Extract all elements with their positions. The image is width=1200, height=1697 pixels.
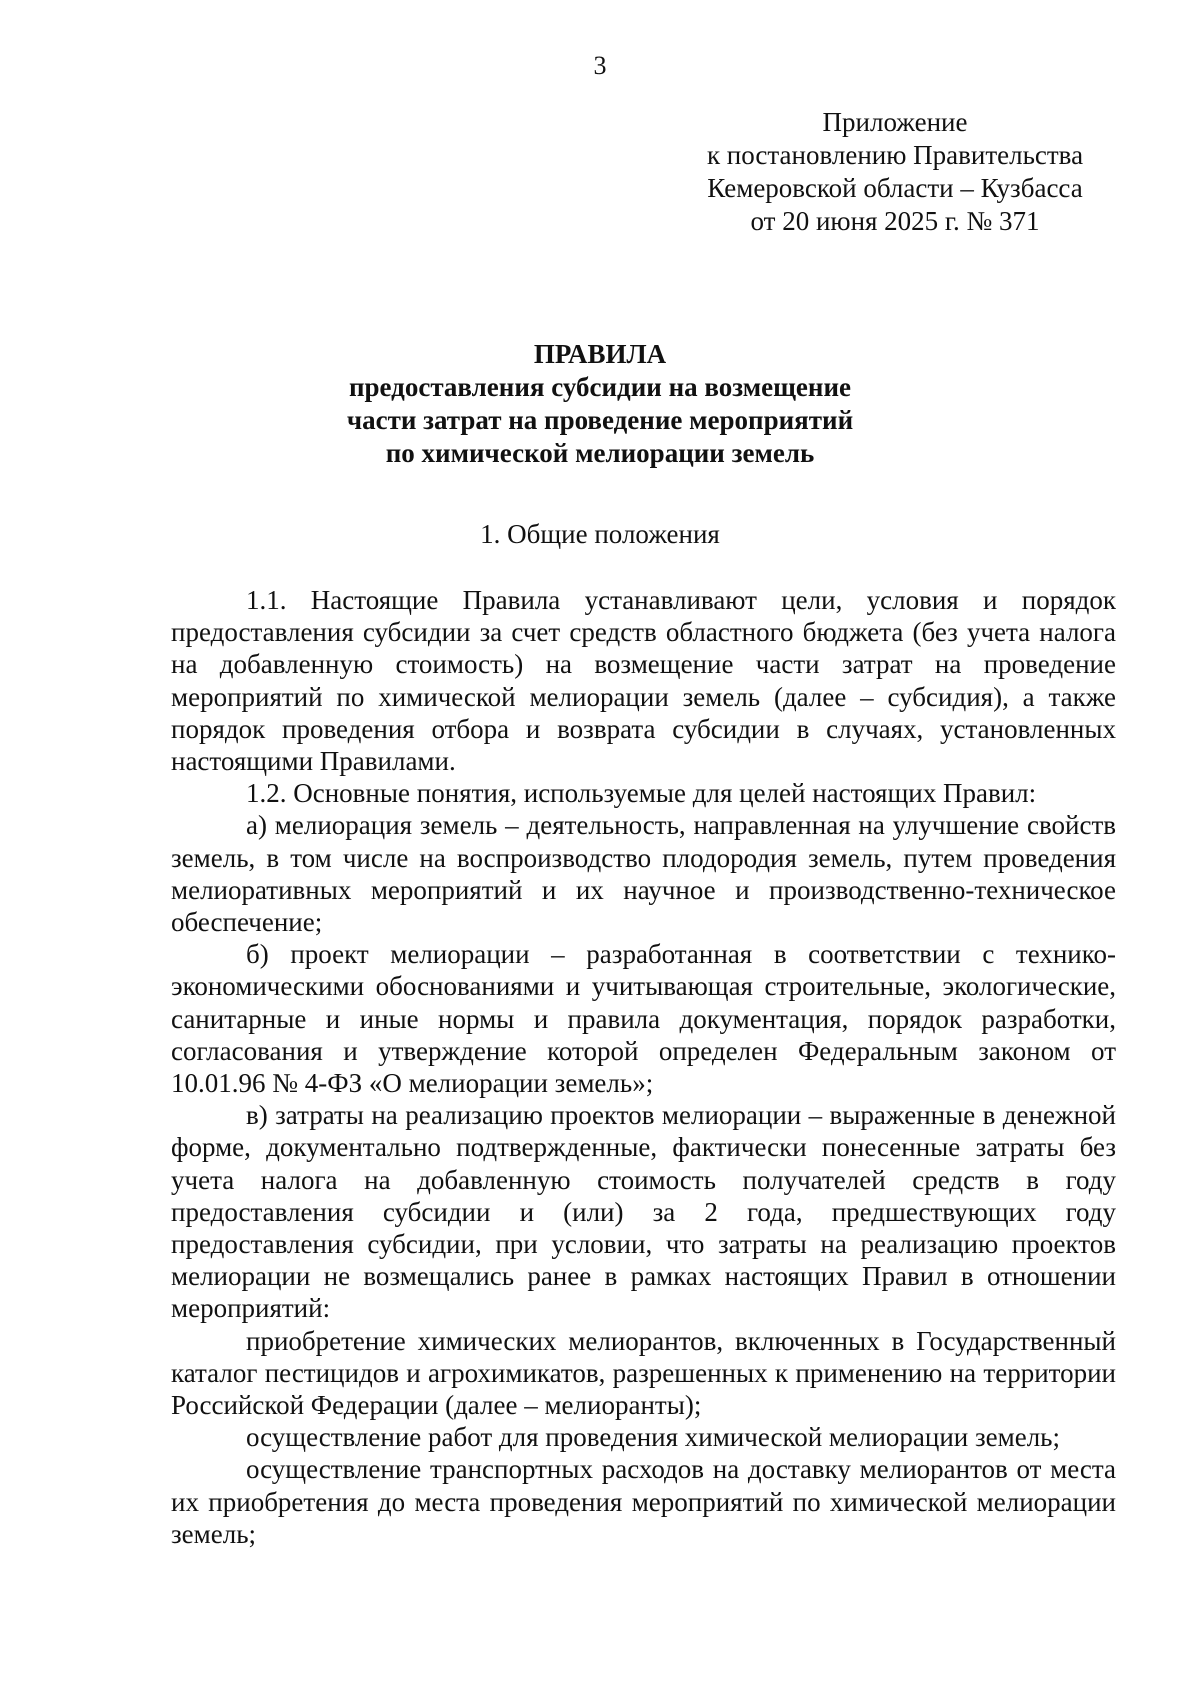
appendix-line: Приложение — [822, 107, 968, 137]
paragraph: приобретение химических мелиорантов, включенных в Государственный каталог пестицидов и агрохимикатов, разрешенных к применению на территории Российской Федерации (далее – мелиоранты); — [171, 1325, 1116, 1421]
title-line: предоставления субсидии на возмещение — [348, 372, 852, 402]
appendix-line: от 20 июня 2025 г. № 371 — [750, 206, 1040, 236]
title-line: части затрат на проведение мероприятий — [346, 405, 854, 435]
paragraph: а) мелиорация земель – деятельность, направленная на улучшение свойств земель, в том числе на воспроизводство плодородия земель, путем проведения мелиоративных мероприятий и их научное и производственно-техническое обеспечение; — [171, 810, 1116, 938]
paragraph: в) затраты на реализацию проектов мелиорации – выраженные в денежной форме, документально подтвержденные, фактически понесенные затраты без учета налога на добавленную стоимость получателей средств в году предоставления субсидии и (или) за 2 года, предшествующих году предоставления субсидии, при условии, что затраты на реализацию проектов мелиорации не возмещались ранее в рамках настоящих Правил в отношении мероприятий: — [171, 1100, 1116, 1324]
paragraph: б) проект мелиорации – разработанная в соответствии с технико-экономическими обоснованиями и учитывающая строительные, экологические, санитарные и иные нормы и правила документация, порядок разработки, согласования и утверждение которой определен Федеральным законом от 10.01.96 № 4-ФЗ «О мелиорации земель»; — [171, 939, 1116, 1099]
appendix-line: к постановлению Правительства — [706, 140, 1084, 170]
paragraph: 1.2. Основные понятия, используемые для целей настоящих Правил: — [246, 778, 1037, 809]
page-number: 3 — [593, 51, 607, 80]
body-text — [171, 584, 1116, 1550]
section-heading: 1. Общие положения — [480, 519, 720, 549]
paragraph: осуществление транспортных расходов на доставку мелиорантов от места их приобретения до места проведения мероприятий по химической мелиорации земель; — [171, 1454, 1116, 1549]
title-line: по химической мелиорации земель — [385, 438, 815, 468]
document-title — [180, 338, 1020, 470]
appendix-line: Кемеровской области – Кузбасса — [707, 173, 1083, 203]
title-main: ПРАВИЛА — [533, 339, 667, 369]
appendix-block — [680, 106, 1110, 238]
paragraph: осуществление работ для проведения химической мелиорации земель; — [246, 1422, 1060, 1453]
paragraph: 1.1. Настоящие Правила устанавливают цели, условия и порядок предоставления субсидии за счет средств областного бюджета (без учета налога на добавленную стоимость) на возмещение части затрат на проведение мероприятий по химической мелиорации земель (далее – субсидия), а также порядок проведения отбора и возврата субсидии в случаях, установленных настоящими Правилами. — [171, 585, 1116, 777]
